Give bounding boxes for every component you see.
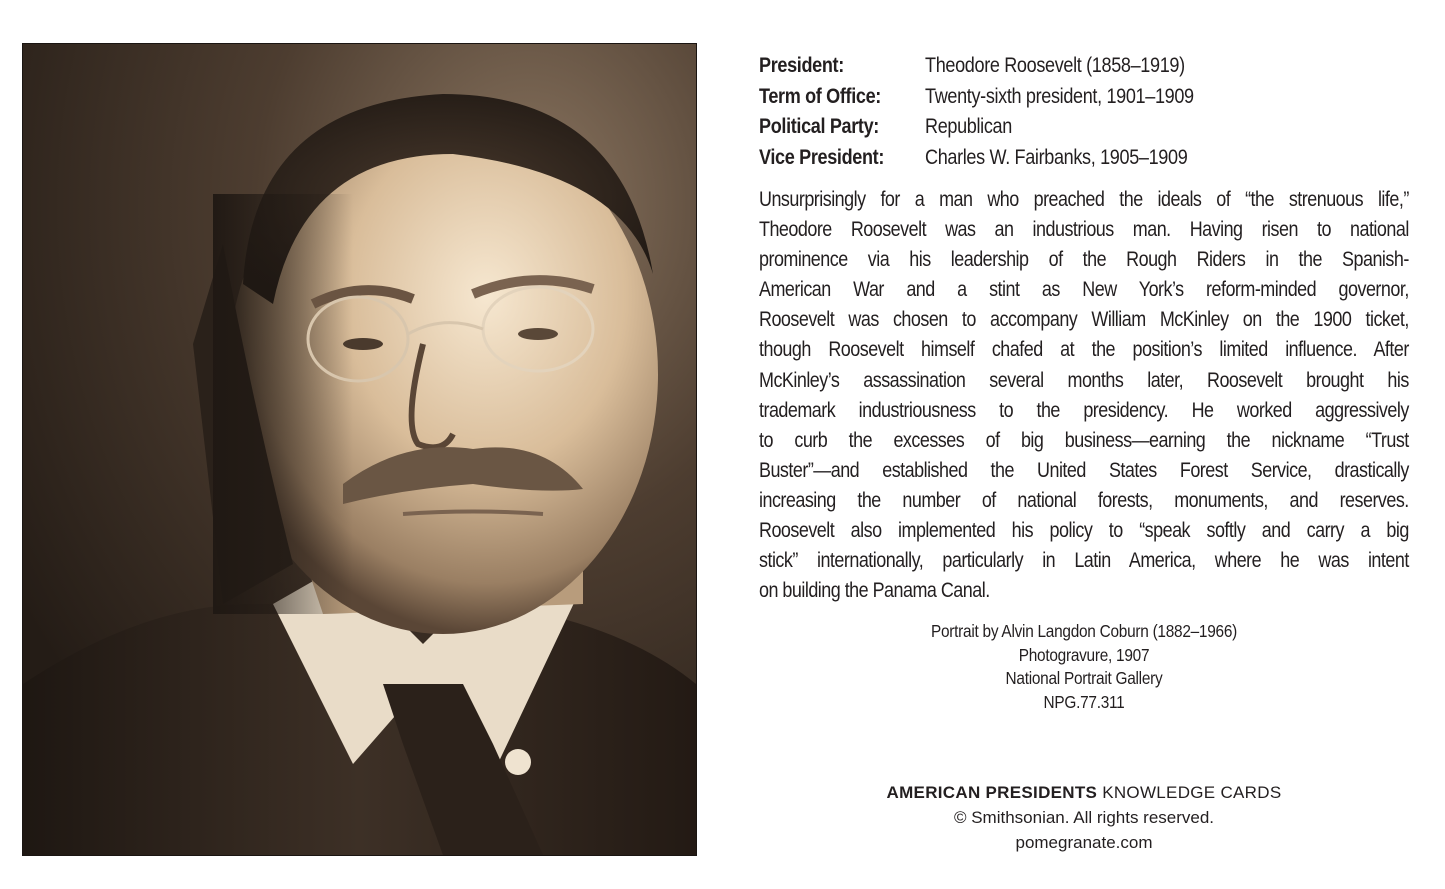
fact-row-party (759, 115, 1409, 146)
fact-value: Republican (925, 115, 1012, 138)
credit-medium: Photogravure, 1907 (1018, 644, 1150, 665)
bio-line: increasing the number of national forests, monuments, and reserves. (759, 488, 1409, 512)
bio-line: though Roosevelt himself chafed at the position’s limited influence. After (759, 338, 1409, 362)
fact-label: President: (759, 54, 844, 77)
bio-line: Buster”—and established the United States Forest Service, drastically (759, 458, 1409, 482)
credit-artist: Portrait by Alvin Langdon Coburn (1882–1966) (930, 621, 1238, 641)
facts-list (759, 54, 1409, 176)
bio-line: Theodore Roosevelt was an industrious man. Having risen to national (759, 218, 1409, 242)
bio-line: Unsurprisingly for a man who preached the ideals of “the strenuous life,” (759, 188, 1409, 211)
series-title-regular: KNOWLEDGE CARDS (1097, 783, 1282, 802)
copyright-notice: © Smithsonian. All rights reserved. (953, 808, 1215, 827)
bio-line: McKinley’s assassination several months later, Roosevelt brought his (759, 368, 1409, 392)
portrait-photo (22, 43, 697, 856)
series-title (759, 780, 1409, 805)
bio-line: American War and a stint as New York’s reform-minded governor, (759, 278, 1409, 302)
series-title-bold: AMERICAN PRESIDENTS (886, 783, 1098, 802)
bio-line: Roosevelt also implemented his policy to “speak softly and carry a big (759, 519, 1409, 543)
bio-line: trademark industriousness to the presidency. He worked aggressively (759, 398, 1409, 422)
portrait-credits (759, 620, 1409, 714)
bio-line: to curb the excesses of big business—earning the nickname “Trust (759, 428, 1409, 452)
card-footer (759, 780, 1409, 855)
credit-collection: National Portrait Gallery (1005, 668, 1163, 688)
bio-line: Roosevelt was chosen to accompany William McKinley on the 1900 ticket, (759, 308, 1409, 332)
fact-row-term (759, 85, 1409, 116)
fact-row-vice-president (759, 146, 1409, 177)
fact-label: Political Party: (759, 115, 879, 138)
portrait-image (23, 44, 696, 855)
bio-line: on building the Panama Canal. (759, 579, 990, 603)
publisher-website: pomegranate.com (1015, 833, 1153, 852)
bio-line: prominence via his leadership of the Rough Riders in the Spanish- (759, 248, 1409, 272)
biography-paragraph (759, 185, 1409, 606)
info-panel (759, 54, 1409, 606)
fact-label: Vice President: (759, 145, 885, 169)
fact-value: Theodore Roosevelt (1858–1919) (925, 54, 1185, 77)
bio-line: stick” internationally, particularly in Latin America, where he was intent (759, 549, 1409, 573)
fact-row-president (759, 54, 1409, 85)
fact-value: Twenty-sixth president, 1901–1909 (925, 84, 1194, 108)
fact-label: Term of Office: (759, 84, 881, 108)
fact-value: Charles W. Fairbanks, 1905–1909 (925, 145, 1188, 169)
credit-accession: NPG.77.311 (1043, 691, 1125, 712)
